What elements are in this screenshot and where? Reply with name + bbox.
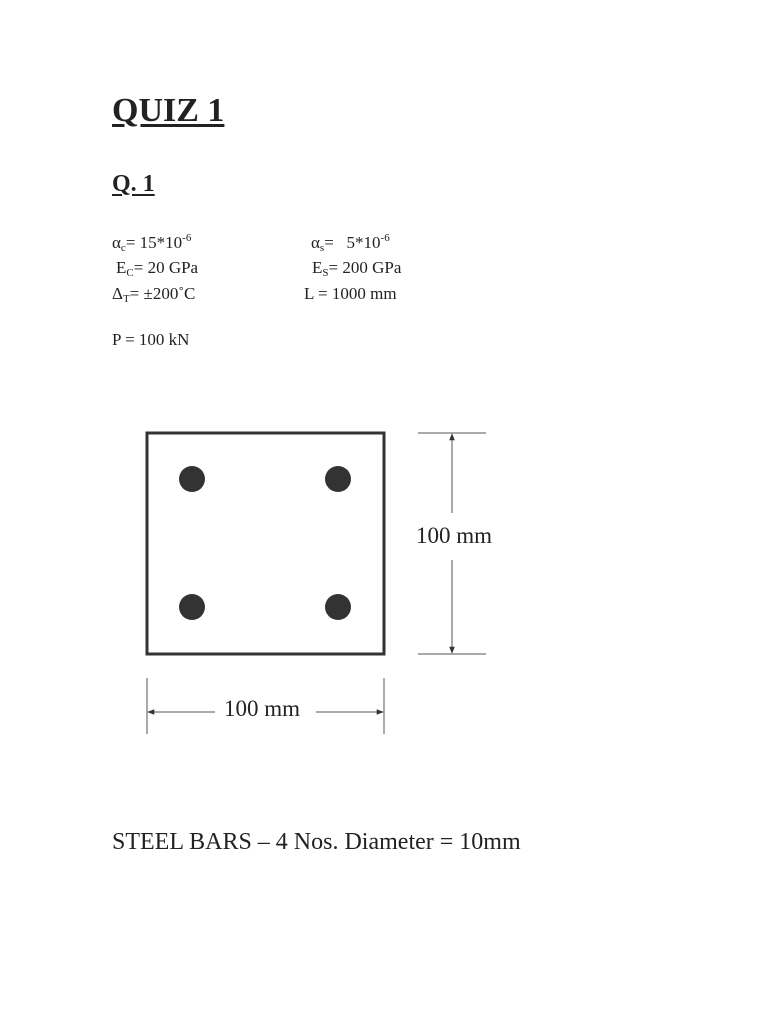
steel-bars-note: STEEL BARS – 4 Nos. Diameter = 10mm — [112, 829, 521, 855]
concrete-section — [147, 433, 384, 654]
steel-bar — [179, 594, 205, 620]
param-alpha-c: $\alpha_c= 15*10^{-6}$ — [112, 232, 192, 254]
param-e-c: $E_C= 20$ GPa — [116, 258, 199, 279]
steel-bar — [325, 466, 351, 492]
width-dimension-label: 100 mm — [224, 696, 301, 721]
steel-bar — [179, 466, 205, 492]
param-delta-t: $\Delta_T=$ ±200˚C — [112, 284, 196, 305]
steel-bar — [325, 594, 351, 620]
param-e-s: $E_S= 200$ GPa — [312, 258, 402, 279]
question-number: Q. 1 — [112, 171, 155, 197]
height-dimension-label: 100 mm — [416, 523, 493, 548]
load-value: P = 100 kN — [112, 330, 190, 349]
param-length: L = 1000 mm — [304, 284, 397, 303]
param-alpha-s: $\alpha_s= 5*10^{-6}$ — [311, 232, 390, 254]
quiz-title: QUIZ 1 — [112, 92, 225, 129]
